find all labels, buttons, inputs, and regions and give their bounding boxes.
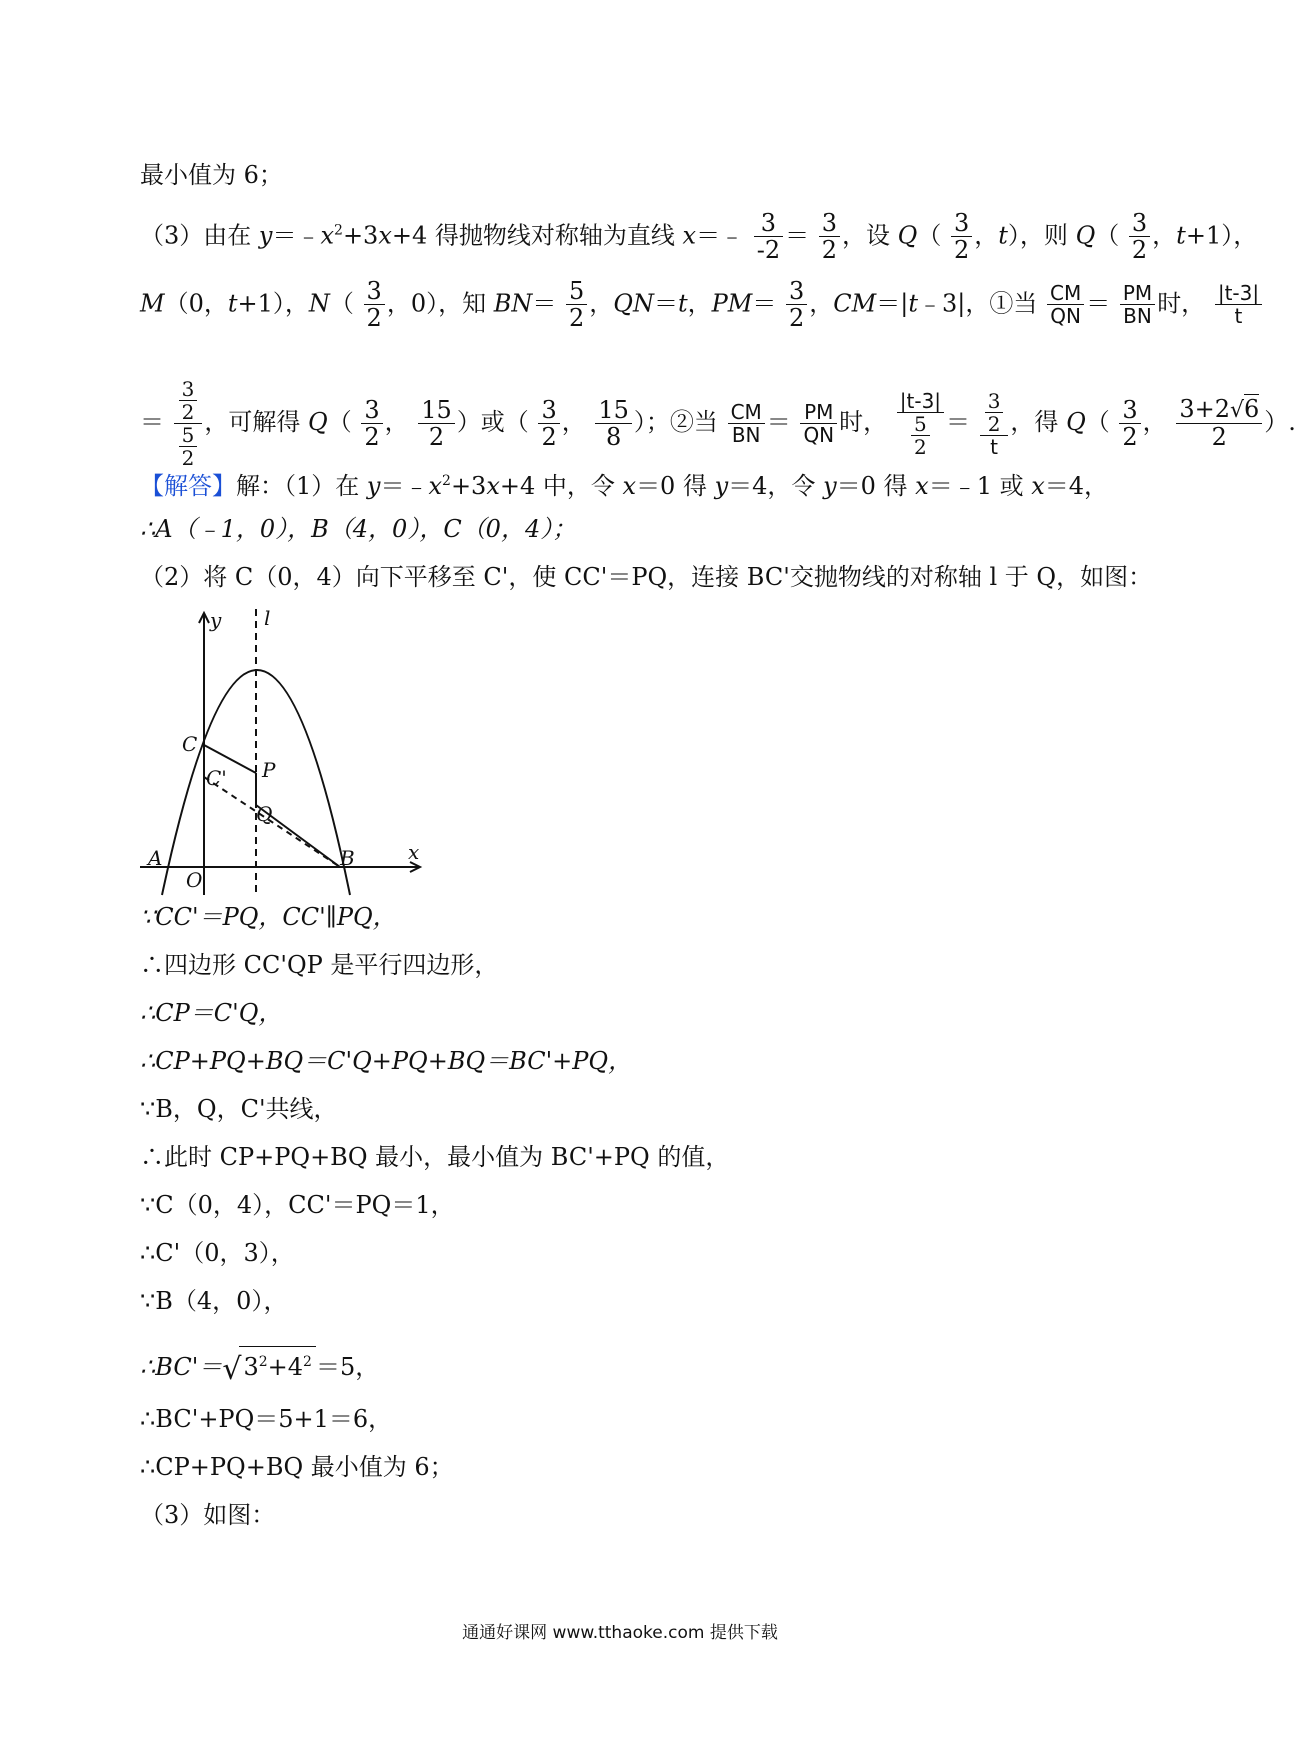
text-line: （3）由在 $y=﹣x^2+3x+4$ 得抛物线对称轴为直线 x＝﹣ $\frac{3}{-2}$ ＝ $\frac{3}{2}$ ，设 Q（ $\frac{3}{2}$ ，t），则 Q（ $\frac{3}{2}$ ，t+1）， bbox=[140, 209, 1258, 265]
text-line: M（0，t+1），N（ $\frac{3}{2}$ ，0），知 BN＝ $\frac{5}{2}$ ，QN＝t，PM＝ $\frac{3}{2}$ ，CM＝|t﹣3|，①当 $\frac{CM}{QN}$ ＝ $\frac{PM}{BN}$ 时， $\frac{|t-3|}{t}$ bbox=[140, 278, 1264, 332]
fraction: $\frac{CM}{BN}$ bbox=[728, 401, 765, 446]
text-line: ∴四边形 CC'QP 是平行四边形， bbox=[140, 951, 499, 979]
text-line: 最小值为 6； bbox=[140, 161, 283, 189]
label-a: A bbox=[148, 846, 163, 870]
text-line: ∴C'（0，3）， bbox=[140, 1239, 295, 1267]
fraction: $\frac{\frac{3}{2}}{t}$ bbox=[980, 390, 1009, 458]
fraction: $\frac{15}{8}$ bbox=[595, 397, 632, 451]
label-x: x bbox=[408, 840, 420, 864]
fraction: $\frac{PM}{QN}$ bbox=[800, 401, 837, 446]
label-c-prime: C' bbox=[206, 766, 227, 790]
label-c: C bbox=[182, 732, 198, 756]
label-q: Q bbox=[256, 802, 273, 826]
label-b: B bbox=[340, 846, 355, 870]
fraction: $\frac{3}{2}$ bbox=[786, 278, 807, 332]
fraction: $\frac{3}{2}$ bbox=[1119, 397, 1140, 451]
label-l: l bbox=[264, 606, 271, 630]
sqrt-sign: √ bbox=[222, 1352, 242, 1387]
text-line: ∵CC'＝PQ，CC'∥PQ， bbox=[140, 903, 397, 931]
label-p: P bbox=[262, 758, 276, 782]
fraction: $\frac{3}{2}$ bbox=[1129, 210, 1150, 264]
text-line: ∴CP＝C'Q， bbox=[140, 999, 283, 1027]
text-line: ＝ $\frac{\frac{3}{2}}{\frac{5}{2}}$ ，可解得 Q（ $\frac{3}{2}$ ， $\frac{15}{2}$ ）或（ $\frac{3}{2}$ ， $\frac{15}{8}$ ）；②当 $\frac{CM}{BN}$ ＝ $\frac{PM}{QN}$ 时， $\frac{|t-3|}{\frac{5}{2}}$ ＝ $\frac{\frac{3}{2}}{t}$ ，得 Q（ $\frac{3}{2}$ ， $\frac{3+2√6}{2}$ ）. bbox=[140, 377, 1296, 470]
text-line: ∴CP+PQ+BQ 最小值为 6； bbox=[140, 1453, 454, 1481]
fraction: $\frac{3}{2}$ bbox=[819, 210, 840, 264]
text-line: ∴此时 CP+PQ+BQ 最小，最小值为 BC'+PQ 的值， bbox=[140, 1143, 730, 1171]
fraction: $\frac{3}{2}$ bbox=[538, 397, 559, 451]
label-o: O bbox=[186, 868, 203, 892]
text-line: ∵C（0，4），CC'＝PQ＝1， bbox=[140, 1191, 455, 1219]
fraction: $\frac{\frac{3}{2}}{\frac{5}{2}}$ bbox=[174, 378, 203, 469]
fraction: $\frac{CM}{QN}$ bbox=[1047, 282, 1084, 327]
fraction: $\frac{3}{2}$ bbox=[361, 397, 382, 451]
text-line: 【解答】解：（1）在 $y=﹣x^2+3x+4$ 中，令 x＝0 得 y＝4，令 y＝0 得 x＝﹣1 或 x＝4， bbox=[140, 472, 1109, 500]
text-line: ∴CP+PQ+BQ＝C'Q+PQ+BQ＝BC'+PQ， bbox=[140, 1047, 633, 1075]
fraction: $\frac{|t-3|}{t}$ bbox=[1215, 282, 1262, 327]
fraction: $\frac{3}{2}$ bbox=[951, 210, 972, 264]
sqrt-body: $3^2+4^2$ bbox=[239, 1346, 316, 1382]
text-line: ∴A（﹣1，0），B（4，0），C（0，4）； bbox=[140, 515, 577, 543]
text-line: （2）将 C（0，4）向下平移至 C'，使 CC'＝PQ，连接 BC'交抛物线的对称轴 l 于 Q，如图： bbox=[140, 563, 1153, 591]
text-line: ∵B（4，0）， bbox=[140, 1287, 288, 1315]
page-footer: 通通好课网 www.tthaoke.com 提供下载 bbox=[462, 1623, 778, 1643]
fraction: $\frac{|t-3|}{\frac{5}{2}}$ bbox=[897, 390, 944, 458]
label-y: y bbox=[210, 608, 222, 632]
fraction: $\frac{3}{2}$ bbox=[364, 278, 385, 332]
text-line: $\therefore BC'=√3^2+4^2 =5$， bbox=[140, 1346, 379, 1385]
fraction: $\frac{3}{-2}$ bbox=[754, 210, 783, 264]
text-line: ∵B，Q，C'共线， bbox=[140, 1095, 338, 1123]
fraction: $\frac{5}{2}$ bbox=[566, 278, 587, 332]
text-line: ∴BC'+PQ＝5+1＝6， bbox=[140, 1405, 393, 1433]
text-line: （3）如图： bbox=[140, 1501, 276, 1529]
fraction: $\frac{3+2√6}{2}$ bbox=[1176, 396, 1262, 451]
parabola-figure bbox=[140, 605, 440, 895]
fraction: $\frac{PM}{BN}$ bbox=[1120, 282, 1155, 327]
fraction: $\frac{15}{2}$ bbox=[418, 397, 455, 451]
answer-tag: 【解答】 bbox=[140, 472, 236, 500]
